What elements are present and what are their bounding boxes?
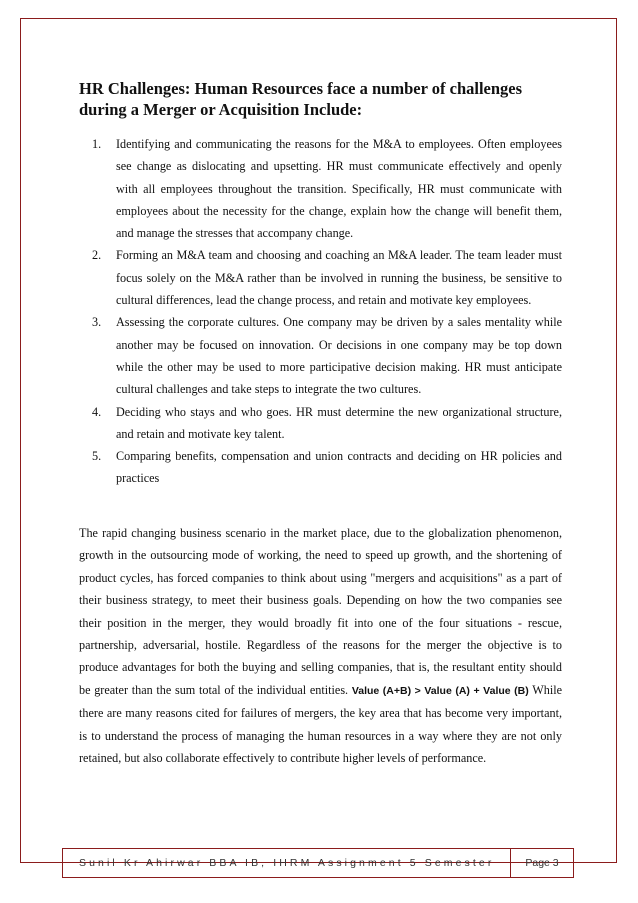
page-footer: [62, 848, 574, 878]
list-text: Comparing benefits, compensation and union contracts and deciding on HR policies and practices: [116, 449, 562, 486]
page-number: Page 3: [525, 857, 559, 869]
value-formula: Value (A+B) > Value (A) + Value (B): [351, 684, 529, 697]
body-paragraph: [79, 522, 562, 769]
list-text: Deciding who stays and who goes. HR must determine the new organizational structure, and retain and motivate key talent.: [116, 404, 562, 441]
list-number: 5.: [92, 449, 102, 464]
list-item: [92, 445, 562, 490]
list-item: [92, 133, 562, 244]
list-item: [92, 244, 562, 311]
list-number: 2.: [92, 248, 102, 263]
list-number: 4.: [92, 404, 102, 419]
list-text: Identifying and communicating the reasons for the M&A to employees. Often employees see change as dislocating and upsetting. HR must communicate effectively and openly with all employees throughout the transition. Specifically, HR must communicate with employees about the necessity for the change, explain how the change will benefit them, and manage the stresses that accompany change.: [116, 137, 562, 241]
list-item: [92, 401, 562, 446]
list-text: Assessing the corporate cultures. One company may be driven by a sales mentality while another may be focused on innovation. Or decisions in one company may be top down while the other may be used to more participative decision making. HR must anticipate cultural challenges and take steps to integrate the two cultures.: [116, 315, 562, 397]
list-number: 1.: [92, 137, 102, 151]
list-text: Forming an M&A team and choosing and coaching an M&A leader. The team leader must focus solely on the M&A rather than be involved in running the business, be sensitive to cultural differences, lead the change process, and retain and motivate key employees.: [116, 248, 562, 308]
footer-author: Sunil Kr Ahirwar BBA IB, IHRM Assignment 5 Semester: [63, 849, 511, 877]
paragraph-text-1: The rapid changing business scenario in the market place, due to the globalization phenomenon, growth in the outsourcing mode of working, the need to speed up growth, and the shortening of product cycles, has forced companies to think about using "mergers and acquisitions" as a part of their business strategy, to meet their business goals. Depending on how the two companies see their position in the merger, they would broadly fit into one of the four situations - rescue, partnership, adversarial, hostile. Regardless of the reasons for the merger the objective is to produce advantages for both the buying and selling companies, that is, the resultant entity should be greater than the sum total of the individual entities.: [79, 526, 562, 697]
list-number: 3.: [92, 315, 102, 330]
list-item: [92, 311, 562, 400]
challenges-list: [92, 133, 562, 490]
paragraph-text-2: While there are many reasons cited for failures of mergers, the key area that has become very important, is to understand the process of managing the human resources in a way where they are not only retained, but also collaborate effectively to contribute higher levels of performance.: [79, 682, 563, 766]
section-heading: HR Challenges: Human Resources face a number of challenges during a Merger or Acquisition Include:: [79, 79, 523, 119]
